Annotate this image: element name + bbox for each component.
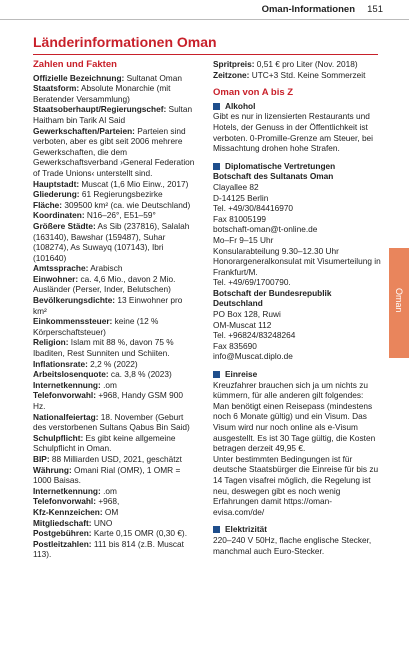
fact-value: ca. 3,8 % (2023) xyxy=(108,369,172,380)
fact-value: Parteien sind verboten, aber es gibt seit 2006 mehrere Gewerkschaften, die dem Gewerkschaftsverband ›General Federation of Trade Unions‹ unterstellt sind. xyxy=(33,125,195,178)
fact-label: Postgebühren: xyxy=(33,528,92,539)
fact-label: Internetkennung: xyxy=(33,379,101,390)
fact-value: ca. 4,6 Mio., davon 2 Mio. Ausländer (Perser, Inder, Belutschen) xyxy=(33,273,176,295)
diplomatic-list xyxy=(213,171,381,362)
address-line: Tel. +49/69/1700790. xyxy=(213,277,291,288)
fact-value: +968, xyxy=(96,496,120,507)
square-bullet-icon xyxy=(213,103,220,110)
fact-label: Bevölkerungsdichte: xyxy=(33,295,116,306)
fact-entry xyxy=(33,189,195,200)
fact-entry xyxy=(33,433,195,454)
square-bullet-icon xyxy=(213,371,220,378)
fact-entry xyxy=(33,337,195,358)
facts-list-continued xyxy=(213,59,381,80)
fact-label: Amtssprache: xyxy=(33,263,89,274)
fact-value: Karte 0,15 OMR (0,30 €). xyxy=(91,528,188,539)
fact-entry xyxy=(33,295,195,316)
fact-value: 18. November (Geburt des verstorbenen Sultans Qabus Bin Said) xyxy=(33,411,190,433)
topic-text-elektrizitaet: 220–240 V 50Hz, flache englische Stecker, manchmal auch Euro-Stecker. xyxy=(213,534,372,556)
fact-entry xyxy=(33,507,195,518)
address-line: info@Muscat.diplo.de xyxy=(213,351,293,362)
fact-entry xyxy=(33,263,195,274)
topic-heading-alkohol xyxy=(213,101,381,112)
fact-value: +968, Handy GSM 900 Hz. xyxy=(33,390,183,411)
address-line: Botschaft des Sultanats Oman xyxy=(213,171,334,182)
fact-label: Nationalfeiertag: xyxy=(33,411,99,422)
topic-text-alkohol: Gibt es nur in lizensierten Restaurants und Hotels, der Genuss in der Öffentlichkeit ist verboten. 0-Promille-Grenze am Steuer, bei Missachtung drohen hohe Strafen. xyxy=(213,111,374,154)
fact-entry xyxy=(33,518,195,529)
fact-value: UNO xyxy=(91,517,113,528)
fact-value: 2,2 % (2022) xyxy=(87,358,138,369)
fact-label: Arbeitslosenquote: xyxy=(33,369,109,380)
fact-label: Schulpflicht: xyxy=(33,432,84,443)
address-line: OM-Muscat 112 xyxy=(213,319,272,330)
address-line: PO Box 128, Ruwi xyxy=(213,309,281,320)
topic-heading-label: Diplomatische Vertretungen xyxy=(225,160,336,171)
fact-entry xyxy=(33,496,195,507)
address-line: Clayallee 82 xyxy=(213,181,259,192)
fact-value: 13 Einwohner pro km² xyxy=(33,295,183,316)
address-line: Mo–Fr 9–15 Uhr xyxy=(213,234,274,245)
fact-label: BIP: xyxy=(33,453,50,464)
address-line: Fax 835690 xyxy=(213,340,257,351)
fact-label: Offizielle Bezeichnung: xyxy=(33,72,125,83)
left-column xyxy=(33,60,195,560)
fact-value: As Sib (237816), Salalah (163140), Bawshar (159487), Suhar (108274), As Suwayq (107143), Ibri (101640) xyxy=(33,220,190,263)
fact-value: 88 Milliarden USD, 2021, geschätzt xyxy=(49,453,182,464)
fact-value: Sultan Haitham bin Tarik Al Said xyxy=(33,104,193,125)
facts-list xyxy=(33,73,195,560)
page-header xyxy=(0,0,409,20)
address-line: Tel. +49/30/84416970 xyxy=(213,203,294,214)
fact-entry xyxy=(33,200,195,211)
fact-entry xyxy=(33,104,195,125)
fact-label: Einwohner: xyxy=(33,273,79,284)
fact-entry xyxy=(33,486,195,497)
fact-label: Zeitzone: xyxy=(213,69,250,80)
chapter-tab-label: Oman xyxy=(394,288,404,313)
fact-value: Islam mit 88 %, davon 75 % Ibaditen, Rest Sunniten und Schiiten. xyxy=(33,337,174,359)
chapter-tab xyxy=(389,248,409,358)
fact-label: Fläche: xyxy=(33,199,63,210)
fact-label: Koordinaten: xyxy=(33,210,85,221)
fact-entry xyxy=(33,454,195,465)
fact-label: Währung: xyxy=(33,464,72,475)
fact-label: Staatsform: xyxy=(33,83,80,94)
fact-entry xyxy=(33,465,195,486)
address-line: Fax 81005199 xyxy=(213,213,267,224)
fact-label: Inflationsrate: xyxy=(33,358,88,369)
fact-entry xyxy=(33,412,195,433)
fact-label: Kfz-Kennzeichen: xyxy=(33,506,103,517)
fact-entry xyxy=(33,539,195,560)
fact-label: Mitgliedschaft: xyxy=(33,517,92,528)
topic-heading-elektrizitaet xyxy=(213,524,381,535)
section-heading-facts: Zahlen und Fakten xyxy=(33,59,117,70)
square-bullet-icon xyxy=(213,526,220,533)
fact-label: Einkommenssteuer: xyxy=(33,316,113,327)
fact-value: 61 Regierungsbezirke xyxy=(79,189,163,200)
fact-value: keine (12 % Körperschaftsteuer) xyxy=(33,316,159,337)
fact-label: Spritpreis: xyxy=(213,59,255,69)
section-heading-a-z: Oman von A bis Z xyxy=(213,87,294,99)
fact-label: Staatsoberhaupt/Regierungschef: xyxy=(33,104,167,115)
fact-value: Arabisch xyxy=(88,263,123,274)
fact-value: 111 bis 814 (z.B. Muscat 113). xyxy=(33,538,184,560)
topic-heading-label: Alkohol xyxy=(225,100,256,111)
right-column xyxy=(213,59,381,556)
fact-label: Hauptstadt: xyxy=(33,178,80,189)
fact-value: Muscat (1,6 Mio Einw., 2017) xyxy=(79,178,189,189)
address-line: Tel. +96824/83248264 xyxy=(213,330,296,341)
fact-entry xyxy=(33,274,195,295)
fact-label: Religion: xyxy=(33,337,69,348)
fact-entry xyxy=(33,210,195,221)
page-number: 151 xyxy=(367,4,383,15)
fact-label: Gliederung: xyxy=(33,189,80,200)
fact-entry xyxy=(33,528,195,539)
address-line: D-14125 Berlin xyxy=(213,192,269,203)
fact-entry xyxy=(33,83,195,104)
fact-label: Internetkennung: xyxy=(33,485,101,496)
topic-heading-label: Elektrizität xyxy=(225,524,267,535)
topic-text-einreise-2: Unter bestimmten Bedingungen ist für deutsche Staatsbürger die Einreise für bis zu 14 Tagen visafrei möglich, die Regelung ist neu, deswegen gibt es noch wenig Erfahrungen damit https://oman-evisa.com/de/ xyxy=(213,453,379,517)
address-line: Konsularabteilung 9.30–12.30 Uhr xyxy=(213,245,339,256)
fact-value: 0,51 € pro Liter (Nov. 2018) xyxy=(254,59,358,69)
fact-entry xyxy=(33,380,195,391)
fact-value: Omani Rial (OMR), 1 OMR = 1000 Baisas. xyxy=(33,464,181,486)
topic-heading-einreise xyxy=(213,369,381,380)
fact-value: UTC+3 Std. Keine Sommerzeit xyxy=(249,69,366,80)
header-title: Oman-Informationen xyxy=(261,4,355,15)
fact-entry xyxy=(33,221,195,263)
fact-value: N16–26°, E51–59° xyxy=(84,210,156,221)
address-line: botschaft-oman@t-online.de xyxy=(213,224,318,235)
fact-entry xyxy=(33,73,195,84)
fact-value: Es gibt keine allgemeine Schulpflicht in Oman. xyxy=(33,432,176,454)
fact-label: Telefonvorwahl: xyxy=(33,496,97,507)
fact-value: .om xyxy=(100,379,117,390)
square-bullet-icon xyxy=(213,163,220,170)
fact-entry xyxy=(33,316,195,337)
fact-entry xyxy=(33,126,195,179)
topic-text-einreise: Kreuzfahrer brauchen sich ja um nichts zu kümmern, für alle anderen gilt folgendes: Man benötigt einen Reisepass (mindestens noch 6 Monate gültig) und ein Visum. Das Visum wird nur noch online als e-Visum ausgestellt. Es ist 30 Tage gültig, die Kosten betragen derzeit 49,95 €. xyxy=(213,379,376,454)
fact-value: Sultanat Oman xyxy=(124,72,182,83)
fact-label: Postleitzahlen: xyxy=(33,538,92,549)
fact-entry xyxy=(33,359,195,370)
fact-label: Gewerkschaften/Parteien: xyxy=(33,125,135,136)
fact-value: Absolute Monarchie (mit Beratender Versammlung) xyxy=(33,83,171,104)
address-line: Botschaft der Bundesrepublik Deutschland xyxy=(213,287,332,309)
topic-heading-diplomatic xyxy=(213,161,381,172)
fact-label: Telefonvorwahl: xyxy=(33,390,97,401)
fact-entry xyxy=(33,390,195,411)
title-rule xyxy=(33,54,378,55)
page-title: Länderinformationen Oman xyxy=(33,34,217,50)
fact-entry xyxy=(33,369,195,380)
fact-value: 309500 km² (ca. wie Deutschland) xyxy=(62,199,191,210)
topic-heading-label: Einreise xyxy=(225,369,258,380)
fact-value: OM xyxy=(102,506,119,517)
fact-label: Größere Städte: xyxy=(33,220,96,231)
fact-value: .om xyxy=(100,485,117,496)
address-line: Honorargeneralkonsulat mit Visumerteilung in Frankfurt/M. xyxy=(213,256,381,277)
fact-entry xyxy=(213,59,381,70)
fact-entry xyxy=(33,179,195,190)
fact-entry xyxy=(213,70,381,81)
header-rule xyxy=(0,19,409,20)
